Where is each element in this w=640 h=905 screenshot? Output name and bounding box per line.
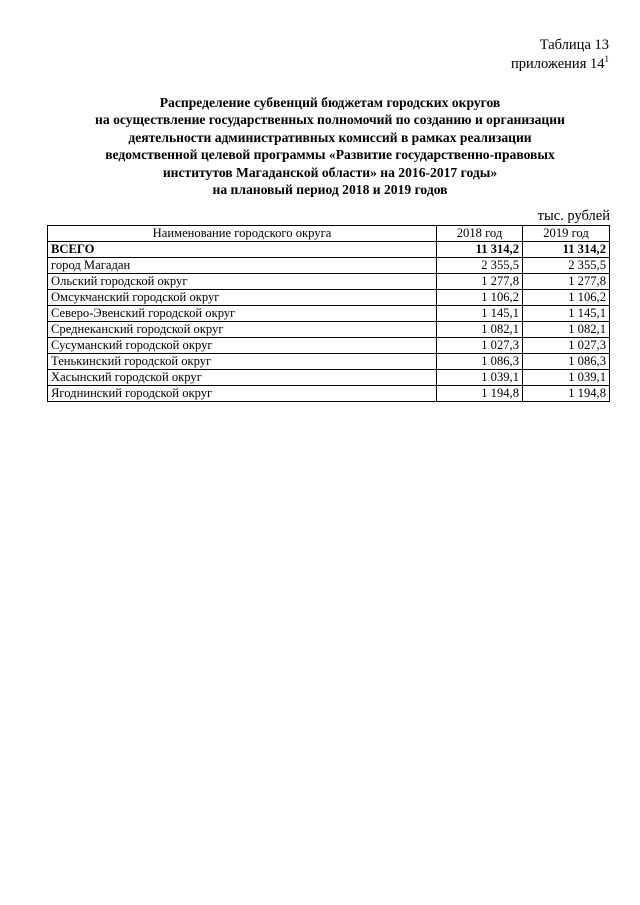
district-name: Омсукчанский городской округ	[48, 290, 437, 306]
table-row	[48, 290, 610, 306]
table-number: Таблица 13	[539, 37, 609, 53]
table-row	[48, 354, 610, 370]
value-2018: 1 039,1	[437, 370, 523, 386]
table-header-row	[48, 226, 610, 242]
column-header-name: Наименование городского округа	[48, 226, 437, 242]
table-row	[48, 338, 610, 354]
district-name: Северо-Эвенский городской округ	[48, 306, 437, 322]
column-header-2018: 2018 год	[437, 226, 523, 242]
value-2018: 2 355,5	[437, 258, 523, 274]
column-header-2019: 2019 год	[523, 226, 610, 242]
value-2018: 1 194,8	[437, 386, 523, 402]
title-line: институтов Магаданской области» на 2016-2017 годы»	[162, 164, 498, 180]
appendix-reference	[511, 36, 609, 74]
document-title	[50, 94, 610, 198]
district-name: Среднеканский городской округ	[48, 322, 437, 338]
table-row-total	[48, 242, 610, 258]
district-name: Ольский городской округ	[48, 274, 437, 290]
units-label: тыс. рублей	[537, 208, 610, 224]
appendix-superscript: 1	[604, 54, 609, 64]
title-line: ведомственной целевой программы «Развитие государственно-правовых	[105, 147, 555, 163]
value-2018: 1 106,2	[437, 290, 523, 306]
table-row	[48, 370, 610, 386]
value-2018: 1 086,3	[437, 354, 523, 370]
value-2019: 1 027,3	[523, 338, 610, 354]
title-line: деятельности административных комиссий в рамках реализации	[128, 129, 532, 145]
total-2018: 11 314,2	[437, 242, 523, 258]
appendix-number	[511, 55, 609, 74]
table-row	[48, 322, 610, 338]
value-2019: 1 277,8	[523, 274, 610, 290]
value-2018: 1 027,3	[437, 338, 523, 354]
table-row	[48, 306, 610, 322]
subvention-table	[47, 225, 610, 402]
value-2018: 1 277,8	[437, 274, 523, 290]
title-line: Распределение субвенций бюджетам городских округов	[159, 95, 501, 110]
total-label: ВСЕГО	[48, 242, 437, 258]
value-2019: 1 106,2	[523, 290, 610, 306]
value-2019: 1 145,1	[523, 306, 610, 322]
value-2019: 1 082,1	[523, 322, 610, 338]
district-name: Ягоднинский городской округ	[48, 386, 437, 402]
value-2019: 1 086,3	[523, 354, 610, 370]
table-row	[48, 386, 610, 402]
value-2018: 1 082,1	[437, 322, 523, 338]
total-2019: 11 314,2	[523, 242, 610, 258]
district-name: город Магадан	[48, 258, 437, 274]
district-name: Хасынский городской округ	[48, 370, 437, 386]
title-line: на осуществление государственных полномочий по созданию и организации	[95, 112, 565, 128]
table-row	[48, 274, 610, 290]
district-name: Сусуманский городской округ	[48, 338, 437, 354]
title-line: на плановый период 2018 и 2019 годов	[212, 182, 448, 198]
appendix-label: приложения 14	[511, 56, 605, 72]
district-name: Тенькинский городской округ	[48, 354, 437, 370]
value-2019: 1 039,1	[523, 370, 610, 386]
value-2019: 2 355,5	[523, 258, 610, 274]
table-row	[48, 258, 610, 274]
value-2018: 1 145,1	[437, 306, 523, 322]
value-2019: 1 194,8	[523, 386, 610, 402]
